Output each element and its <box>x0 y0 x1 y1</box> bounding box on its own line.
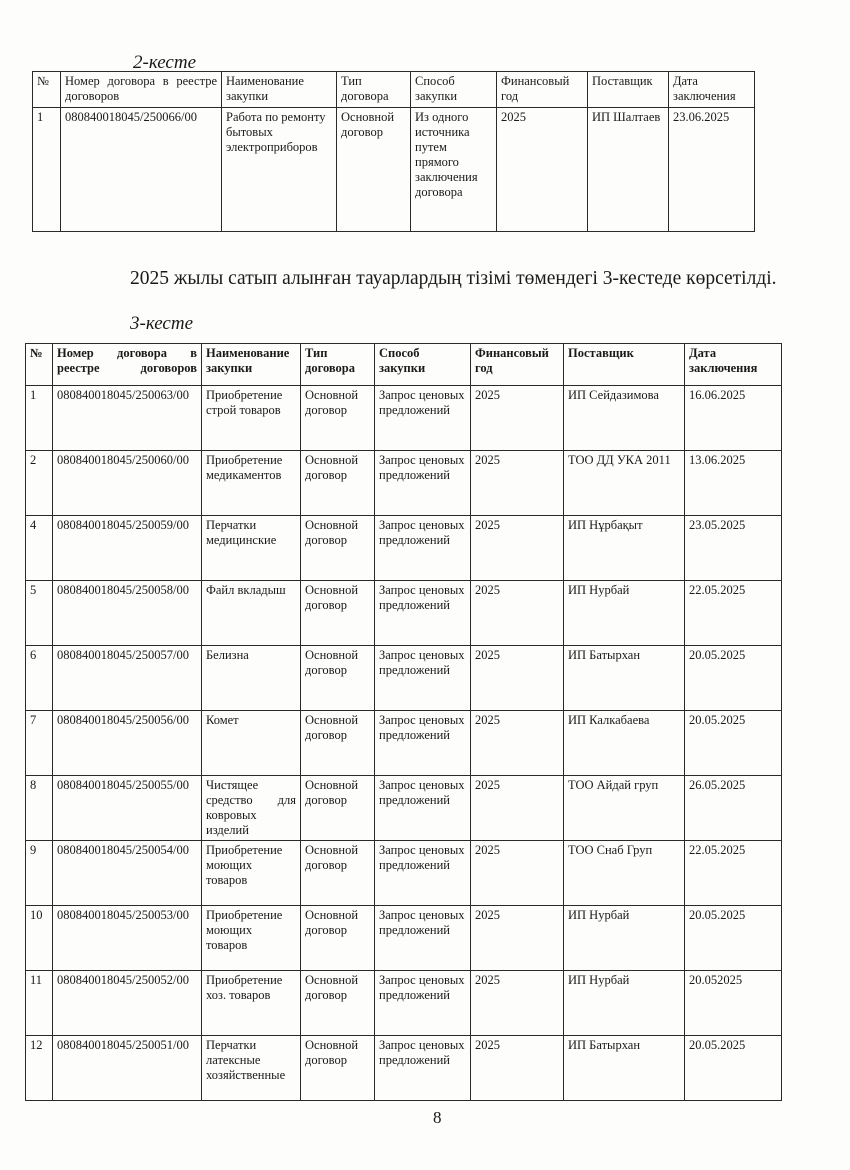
col-header-number: № <box>33 72 61 108</box>
cell-purchase-name: Файл вкладыш <box>202 581 301 646</box>
table-row <box>33 108 755 232</box>
cell-fiscal-year: 2025 <box>471 386 564 451</box>
cell-purchase-method: Запрос ценовых предложений <box>375 646 471 711</box>
cell-number: 1 <box>26 386 53 451</box>
cell-contract-type: Основной договор <box>301 711 375 776</box>
cell-supplier: ИП Батырхан <box>564 646 685 711</box>
table-row <box>26 776 782 841</box>
cell-number: 4 <box>26 516 53 581</box>
cell-number: 8 <box>26 776 53 841</box>
cell-supplier: ИП Сейдазимова <box>564 386 685 451</box>
cell-number: 10 <box>26 906 53 971</box>
cell-contract-type: Основной договор <box>301 516 375 581</box>
cell-supplier: ИП Нурбай <box>564 971 685 1036</box>
table-row <box>26 516 782 581</box>
cell-conclusion-date: 26.05.2025 <box>685 776 782 841</box>
cell-number: 2 <box>26 451 53 516</box>
cell-purchase-name: Чистящее средство для ковровых изделий <box>202 776 301 841</box>
cell-contract-type: Основной договор <box>301 386 375 451</box>
intro-paragraph: 2025 жылы сатып алынған тауарлардың тізімі төмендегі 3-кестеде көрсетілді. <box>130 268 777 289</box>
cell-conclusion-date: 20.052025 <box>685 971 782 1036</box>
col-header-contract-type: Тип договора <box>337 72 411 108</box>
cell-contract-number: 080840018045/250066/00 <box>61 108 222 232</box>
cell-contract-type: Основной договор <box>301 971 375 1036</box>
table-row <box>26 711 782 776</box>
cell-purchase-name: Белизна <box>202 646 301 711</box>
cell-fiscal-year: 2025 <box>471 776 564 841</box>
cell-supplier: ИП Нурбай <box>564 906 685 971</box>
table-row <box>26 451 782 516</box>
cell-contract-type: Основной договор <box>301 581 375 646</box>
cell-contract-number: 080840018045/250060/00 <box>53 451 202 516</box>
cell-contract-number: 080840018045/250056/00 <box>53 711 202 776</box>
cell-conclusion-date: 23.06.2025 <box>669 108 755 232</box>
cell-conclusion-date: 20.05.2025 <box>685 711 782 776</box>
table-row <box>26 646 782 711</box>
cell-conclusion-date: 22.05.2025 <box>685 841 782 906</box>
cell-purchase-name: Приобретение медикаментов <box>202 451 301 516</box>
col-header-fiscal-year: Финансовый год <box>471 344 564 386</box>
col-header-conclusion-date: Дата заключения <box>685 344 782 386</box>
cell-fiscal-year: 2025 <box>471 581 564 646</box>
cell-fiscal-year: 2025 <box>471 646 564 711</box>
cell-purchase-name: Комет <box>202 711 301 776</box>
cell-purchase-method: Запрос ценовых предложений <box>375 516 471 581</box>
table2-header-row <box>33 72 755 108</box>
cell-purchase-name: Приобретение строй товаров <box>202 386 301 451</box>
cell-purchase-method: Запрос ценовых предложений <box>375 906 471 971</box>
cell-number: 6 <box>26 646 53 711</box>
cell-contract-number: 080840018045/250058/00 <box>53 581 202 646</box>
cell-supplier: ИП Батырхан <box>564 1036 685 1101</box>
cell-supplier: ИП Калкабаева <box>564 711 685 776</box>
cell-contract-type: Основной договор <box>301 841 375 906</box>
col-header-purchase-name: Наименование закупки <box>202 344 301 386</box>
cell-supplier: ИП Нұрбақыт <box>564 516 685 581</box>
cell-contract-type: Основной договор <box>301 451 375 516</box>
cell-conclusion-date: 23.05.2025 <box>685 516 782 581</box>
table3-header-row <box>26 344 782 386</box>
col-header-contract-number: Номер договора в реестре договоров <box>53 344 202 386</box>
cell-supplier: ТОО Айдай груп <box>564 776 685 841</box>
table-row <box>26 1036 782 1101</box>
col-header-conclusion-date: Дата заключения <box>669 72 755 108</box>
cell-number: 7 <box>26 711 53 776</box>
cell-number: 9 <box>26 841 53 906</box>
cell-purchase-method: Запрос ценовых предложений <box>375 971 471 1036</box>
cell-contract-number: 080840018045/250051/00 <box>53 1036 202 1101</box>
cell-contract-type: Основной договор <box>301 906 375 971</box>
cell-purchase-method: Из одного источника путем прямого заключения договора <box>411 108 497 232</box>
cell-contract-number: 080840018045/250063/00 <box>53 386 202 451</box>
col-header-number: № <box>26 344 53 386</box>
cell-number: 11 <box>26 971 53 1036</box>
cell-number: 5 <box>26 581 53 646</box>
cell-purchase-name: Приобретение моющих товаров <box>202 906 301 971</box>
col-header-fiscal-year: Финансовый год <box>497 72 588 108</box>
table-2 <box>32 71 755 232</box>
table-row <box>26 841 782 906</box>
table-row <box>26 971 782 1036</box>
cell-supplier: ТОО Снаб Груп <box>564 841 685 906</box>
cell-conclusion-date: 20.05.2025 <box>685 906 782 971</box>
col-header-supplier: Поставщик <box>588 72 669 108</box>
table-3 <box>25 343 782 1101</box>
cell-conclusion-date: 20.05.2025 <box>685 646 782 711</box>
cell-contract-number: 080840018045/250054/00 <box>53 841 202 906</box>
cell-conclusion-date: 16.06.2025 <box>685 386 782 451</box>
col-header-purchase-name: Наименование закупки <box>222 72 337 108</box>
table2-caption: 2-кесте <box>133 52 197 73</box>
col-header-purchase-method: Способ закупки <box>411 72 497 108</box>
cell-purchase-method: Запрос ценовых предложений <box>375 841 471 906</box>
cell-conclusion-date: 20.05.2025 <box>685 1036 782 1101</box>
cell-fiscal-year: 2025 <box>471 1036 564 1101</box>
col-header-contract-number: Номер договора в реестре договоров <box>61 72 222 108</box>
cell-contract-type: Основной договор <box>301 646 375 711</box>
table-row <box>26 386 782 451</box>
cell-fiscal-year: 2025 <box>471 451 564 516</box>
col-header-supplier: Поставщик <box>564 344 685 386</box>
cell-contract-type: Основной договор <box>337 108 411 232</box>
cell-number: 12 <box>26 1036 53 1101</box>
cell-conclusion-date: 22.05.2025 <box>685 581 782 646</box>
cell-supplier: ТОО ДД УКА 2011 <box>564 451 685 516</box>
cell-purchase-name: Приобретение моющих товаров <box>202 841 301 906</box>
table3-caption: 3-кесте <box>130 313 194 334</box>
cell-purchase-method: Запрос ценовых предложений <box>375 386 471 451</box>
cell-purchase-name: Работа по ремонту бытовых электроприборов <box>222 108 337 232</box>
cell-contract-number: 080840018045/250052/00 <box>53 971 202 1036</box>
cell-purchase-method: Запрос ценовых предложений <box>375 451 471 516</box>
cell-contract-number: 080840018045/250055/00 <box>53 776 202 841</box>
cell-fiscal-year: 2025 <box>471 841 564 906</box>
cell-contract-number: 080840018045/250059/00 <box>53 516 202 581</box>
cell-purchase-method: Запрос ценовых предложений <box>375 776 471 841</box>
table-row <box>26 906 782 971</box>
cell-fiscal-year: 2025 <box>471 711 564 776</box>
cell-purchase-method: Запрос ценовых предложений <box>375 711 471 776</box>
cell-contract-type: Основной договор <box>301 776 375 841</box>
table-row <box>26 581 782 646</box>
cell-supplier: ИП Шалтаев <box>588 108 669 232</box>
cell-supplier: ИП Нурбай <box>564 581 685 646</box>
cell-purchase-name: Перчатки латексные хозяйственные <box>202 1036 301 1101</box>
cell-purchase-method: Запрос ценовых предложений <box>375 1036 471 1101</box>
cell-fiscal-year: 2025 <box>471 516 564 581</box>
cell-purchase-name: Перчатки медицинские <box>202 516 301 581</box>
cell-fiscal-year: 2025 <box>471 971 564 1036</box>
col-header-purchase-method: Способ закупки <box>375 344 471 386</box>
col-header-contract-type: Тип договора <box>301 344 375 386</box>
cell-conclusion-date: 13.06.2025 <box>685 451 782 516</box>
cell-number: 1 <box>33 108 61 232</box>
cell-contract-number: 080840018045/250053/00 <box>53 906 202 971</box>
cell-contract-number: 080840018045/250057/00 <box>53 646 202 711</box>
cell-fiscal-year: 2025 <box>497 108 588 232</box>
cell-contract-type: Основной договор <box>301 1036 375 1101</box>
cell-purchase-method: Запрос ценовых предложений <box>375 581 471 646</box>
page-number: 8 <box>433 1108 442 1127</box>
cell-purchase-name: Приобретение хоз. товаров <box>202 971 301 1036</box>
cell-fiscal-year: 2025 <box>471 906 564 971</box>
